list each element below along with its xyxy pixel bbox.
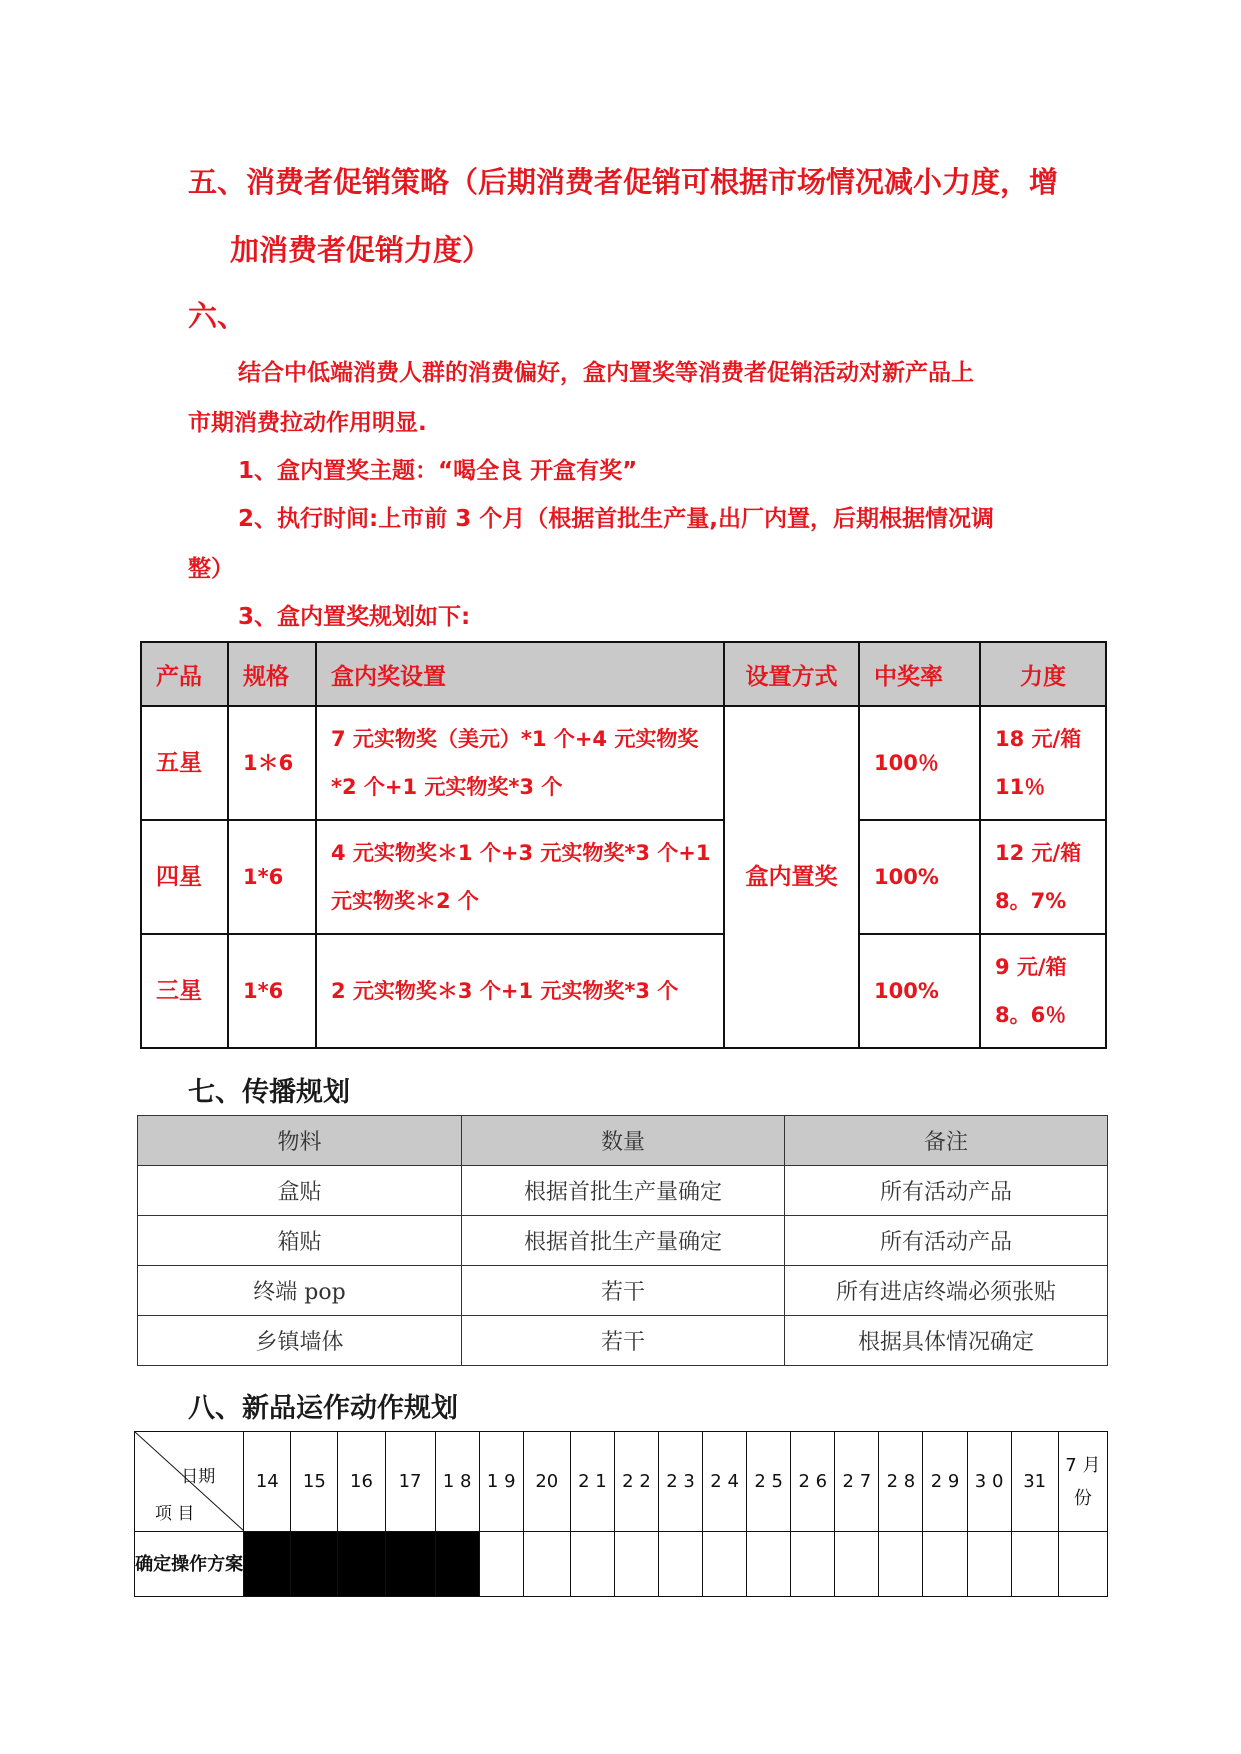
table-row [138,1316,1108,1366]
schedule-cell-filled [244,1532,291,1597]
prize-header-product: 产品 [141,642,228,706]
media-quantity: 若干 [462,1266,785,1316]
schedule-cell-filled [435,1532,479,1597]
table-row [138,1166,1108,1216]
prize-rate: 100% [859,934,980,1048]
prize-strength-line2: 8。7% [995,889,1067,913]
section6-item1: 1、盒内置奖主题：“喝全良 开盒有奖” [238,458,638,484]
media-header-quantity: 数量 [462,1116,785,1166]
schedule-date-row [135,1432,1108,1532]
schedule-date: 20 [523,1432,570,1532]
schedule-corner-item-label: 项 目 [155,1504,195,1524]
section8-heading: 八、新品运作动作规划 [188,1393,458,1424]
media-remark: 所有活动产品 [785,1166,1108,1216]
prize-rate: 100％ [859,706,980,820]
schedule-cell [1058,1532,1107,1597]
table-row [141,706,1106,820]
prize-header-setting: 盒内奖设置 [316,642,724,706]
media-table [137,1115,1108,1366]
schedule-date: 2 8 [879,1432,923,1532]
section5-heading-line2: 加消费者促销力度） [230,233,492,267]
section6-intro-line2: 市期消费拉动作用明显. [188,410,427,436]
schedule-corner-cell [135,1432,244,1532]
section6-item3: 3、盒内置奖规划如下: [238,604,471,630]
prize-header-method: 设置方式 [724,642,859,706]
schedule-cell-filled [291,1532,338,1597]
media-table-header-row [138,1116,1108,1166]
prize-strength [980,706,1106,820]
schedule-date: 1 9 [479,1432,523,1532]
prize-rate: 100% [859,820,980,934]
section7-heading: 七、传播规划 [188,1077,350,1108]
schedule-date: 2 6 [791,1432,835,1532]
prize-setting: 2 元实物奖＊3 个+1 元实物奖*3 个 [316,934,724,1048]
schedule-date: 2 7 [835,1432,879,1532]
media-material: 乡镇墙体 [138,1316,462,1366]
media-header-material: 物料 [138,1116,462,1166]
schedule-cell [614,1532,658,1597]
schedule-date: 16 [338,1432,385,1532]
schedule-date: 2 2 [614,1432,658,1532]
prize-setting: 4 元实物奖＊1 个+3 元实物奖*3 个+1 元实物奖＊2 个 [316,820,724,934]
media-remark: 所有活动产品 [785,1216,1108,1266]
schedule-cell [835,1532,879,1597]
schedule-date: 3 0 [967,1432,1011,1532]
section6-item2-line1: 2、执行时间:上市前 3 个月（根据首批生产量,出厂内置，后期根据情况调 [238,506,994,532]
table-row [141,934,1106,1048]
prize-strength-line1: 18 元/箱 [995,727,1082,751]
table-row [138,1216,1108,1266]
schedule-date: 2 4 [703,1432,747,1532]
schedule-date: 1 8 [435,1432,479,1532]
table-row [138,1266,1108,1316]
media-remark: 所有进店终端必须张贴 [785,1266,1108,1316]
media-material: 盒贴 [138,1166,462,1216]
prize-header-rate: 中奖率 [859,642,980,706]
prize-strength-line1: 12 元/箱 [995,841,1082,865]
schedule-cell [879,1532,923,1597]
section5-heading-line1: 五、消费者促销策略（后期消费者促销可根据市场情况减小力度，增 [188,165,1059,199]
schedule-cell-filled [338,1532,385,1597]
schedule-cell [967,1532,1011,1597]
schedule-corner-date-label: 日期 [181,1467,216,1487]
schedule-cell [479,1532,523,1597]
schedule-date: 2 5 [747,1432,791,1532]
prize-spec: 1*6 [228,934,316,1048]
schedule-cell [570,1532,614,1597]
media-quantity: 根据首批生产量确定 [462,1216,785,1266]
schedule-table [134,1431,1108,1597]
prize-setting: 7 元实物奖（美元）*1 个+4 元实物奖*2 个+1 元实物奖*3 个 [316,706,724,820]
media-material: 终端 pop [138,1266,462,1316]
schedule-cell [659,1532,703,1597]
prize-product: 五星 [141,706,228,820]
media-material: 箱贴 [138,1216,462,1266]
schedule-date: 31 [1011,1432,1058,1532]
prize-strength [980,934,1106,1048]
schedule-date: 7 月 份 [1058,1432,1107,1532]
schedule-date: 2 1 [570,1432,614,1532]
prize-strength-line2: 8。6％ [995,1003,1067,1027]
media-quantity: 根据首批生产量确定 [462,1166,785,1216]
schedule-date: 15 [291,1432,338,1532]
media-remark: 根据具体情况确定 [785,1316,1108,1366]
prize-table-header-row [141,642,1106,706]
prize-product: 四星 [141,820,228,934]
prize-spec: 1*6 [228,820,316,934]
prize-strength-line1: 9 元/箱 [995,955,1067,979]
schedule-cell [923,1532,967,1597]
prize-spec: 1＊6 [228,706,316,820]
schedule-cell [747,1532,791,1597]
prize-method: 盒内置奖 [724,706,859,1048]
schedule-cell-filled [385,1532,435,1597]
media-quantity: 若干 [462,1316,785,1366]
schedule-date: 14 [244,1432,291,1532]
prize-header-strength: 力度 [980,642,1106,706]
schedule-date: 2 3 [659,1432,703,1532]
media-header-remark: 备注 [785,1116,1108,1166]
schedule-cell [1011,1532,1058,1597]
schedule-date: 17 [385,1432,435,1532]
section6-item2-line2: 整） [188,556,234,582]
schedule-task-row [135,1532,1108,1597]
section6-heading: 六、 [188,299,247,333]
schedule-cell [523,1532,570,1597]
schedule-row-label: 确定操作方案 [135,1532,244,1597]
section6-intro-line1: 结合中低端消费人群的消费偏好，盒内置奖等消费者促销活动对新产品上 [238,360,974,386]
table-row [141,820,1106,934]
prize-strength [980,820,1106,934]
schedule-cell [703,1532,747,1597]
prize-table [140,641,1107,1049]
prize-strength-line2: 11％ [995,775,1046,799]
prize-header-spec: 规格 [228,642,316,706]
schedule-cell [791,1532,835,1597]
prize-product: 三星 [141,934,228,1048]
schedule-date: 2 9 [923,1432,967,1532]
